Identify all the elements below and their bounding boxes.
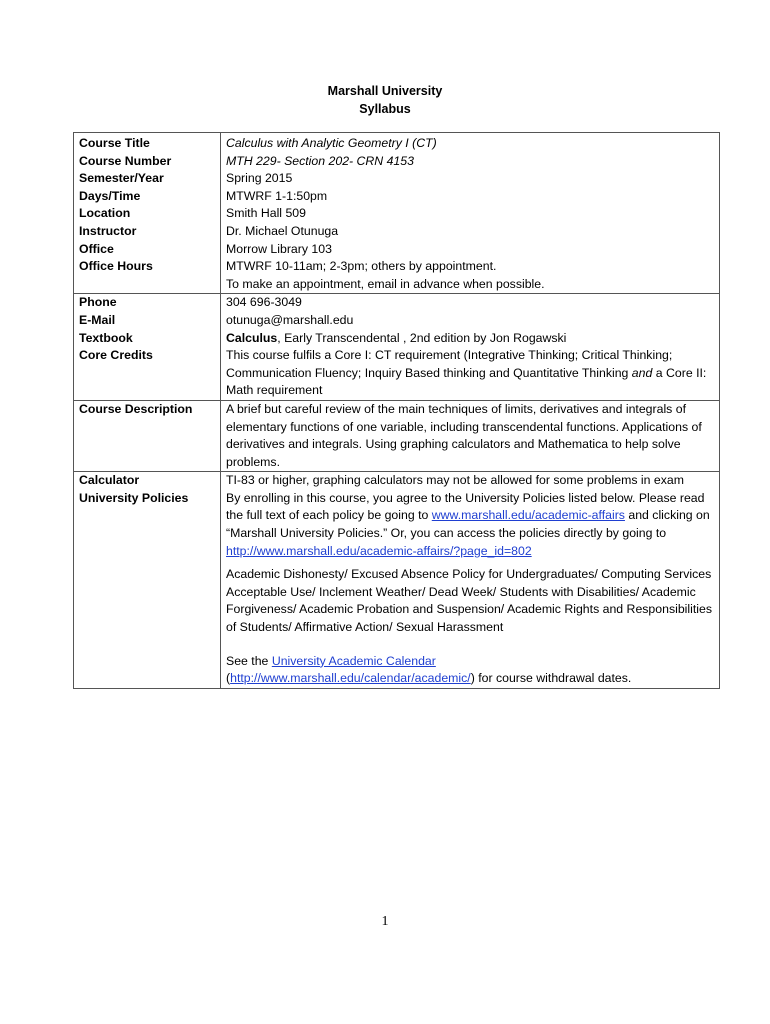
table-row — [74, 294, 720, 401]
course-number-value: MTH 229- Section 202- CRN 4153 — [226, 153, 414, 168]
semester-value: Spring 2015 — [226, 171, 293, 186]
policies-paragraph-3: See the University Academic Calendar (http://www.marshall.edu/calendar/academic/) for course withdrawal dates. — [226, 653, 632, 686]
email-value: otunuga@marshall.edu — [226, 312, 354, 327]
calculator-value: TI-83 or higher, graphing calculators may not be allowed for some problems in exam — [226, 473, 684, 488]
row-label: Calculator University Policies — [74, 472, 221, 689]
course-title-value: Calculus with Analytic Geometry I (CT) — [226, 136, 437, 150]
document-title — [0, 82, 770, 118]
calendar-url-link[interactable]: http://www.marshall.edu/calendar/academic/ — [230, 671, 471, 686]
table-row — [74, 400, 720, 471]
row-label: Course Description — [74, 400, 221, 471]
textbook-value: Calculus, Early Transcendental , 2nd edition by Jon Rogawski — [226, 330, 567, 345]
table-row — [74, 472, 720, 689]
phone-value: 304 696-3049 — [226, 295, 302, 310]
days-time-value: MTWRF 1-1:50pm — [226, 188, 328, 203]
office-hours-line2: To make an appointment, email in advance when possible. — [226, 276, 545, 291]
policies-paragraph-2: Academic Dishonesty/ Excused Absence Policy for Undergraduates/ Computing Services Acceptable Use/ Inclement Weather/ Dead Week/ Students with Disabilities/ Academic Forgiveness/ Academic Probation and Suspension/ Academic Rights and Responsibilities of Students/ Affirmative Action/ Sexual Harassment — [226, 567, 712, 635]
policies-direct-link[interactable]: http://www.marshall.edu/academic-affairs/?page_id=802 — [226, 543, 532, 558]
table-row — [74, 133, 720, 294]
row-label: Course Title Course Number Semester/Year Days/Time Location Instructor Office Office Hours — [74, 133, 221, 294]
syllabus-table — [73, 132, 720, 689]
location-value: Smith Hall 509 — [226, 206, 306, 221]
university-name: Marshall University — [327, 84, 443, 98]
academic-affairs-link[interactable]: www.marshall.edu/academic-affairs — [431, 508, 625, 523]
row-value — [221, 133, 720, 294]
policies-paragraph-1: By enrolling in this course, you agree to the University Policies listed below. Please read the full text of each policy be going to www.marshall.edu/academic-affairs and clicking on “Marshall University Policies.” Or, you can access the policies directly by going to http://www.marshall.edu/academic-affairs/?page_id=802 — [226, 490, 710, 558]
office-value: Morrow Library 103 — [226, 241, 332, 256]
instructor-value: Dr. Michael Otunuga — [226, 223, 339, 238]
row-value — [221, 294, 720, 401]
office-hours-line1: MTWRF 10-11am; 2-3pm; others by appointment. — [226, 259, 497, 274]
page-number: 1 — [381, 914, 389, 929]
row-label: Phone E-Mail Textbook Core Credits — [74, 294, 221, 401]
academic-calendar-link[interactable]: University Academic Calendar — [271, 653, 436, 668]
row-value — [221, 472, 720, 689]
core-credits-value: This course fulfils a Core I: CT requirement (Integrative Thinking; Critical Thinking; Communication Fluency; Inquiry Based thinking and Quantitative Thinking and a Core II: Math requirement — [226, 348, 707, 398]
document-type: Syllabus — [359, 102, 411, 116]
course-description-value: A brief but careful review of the main techniques of limits, derivatives and integrals of elementary functions of one variable, including transcendental functions. Applications of derivatives and integrals. Using graphing calculators and Mathematica to help solve problems. — [221, 400, 720, 471]
